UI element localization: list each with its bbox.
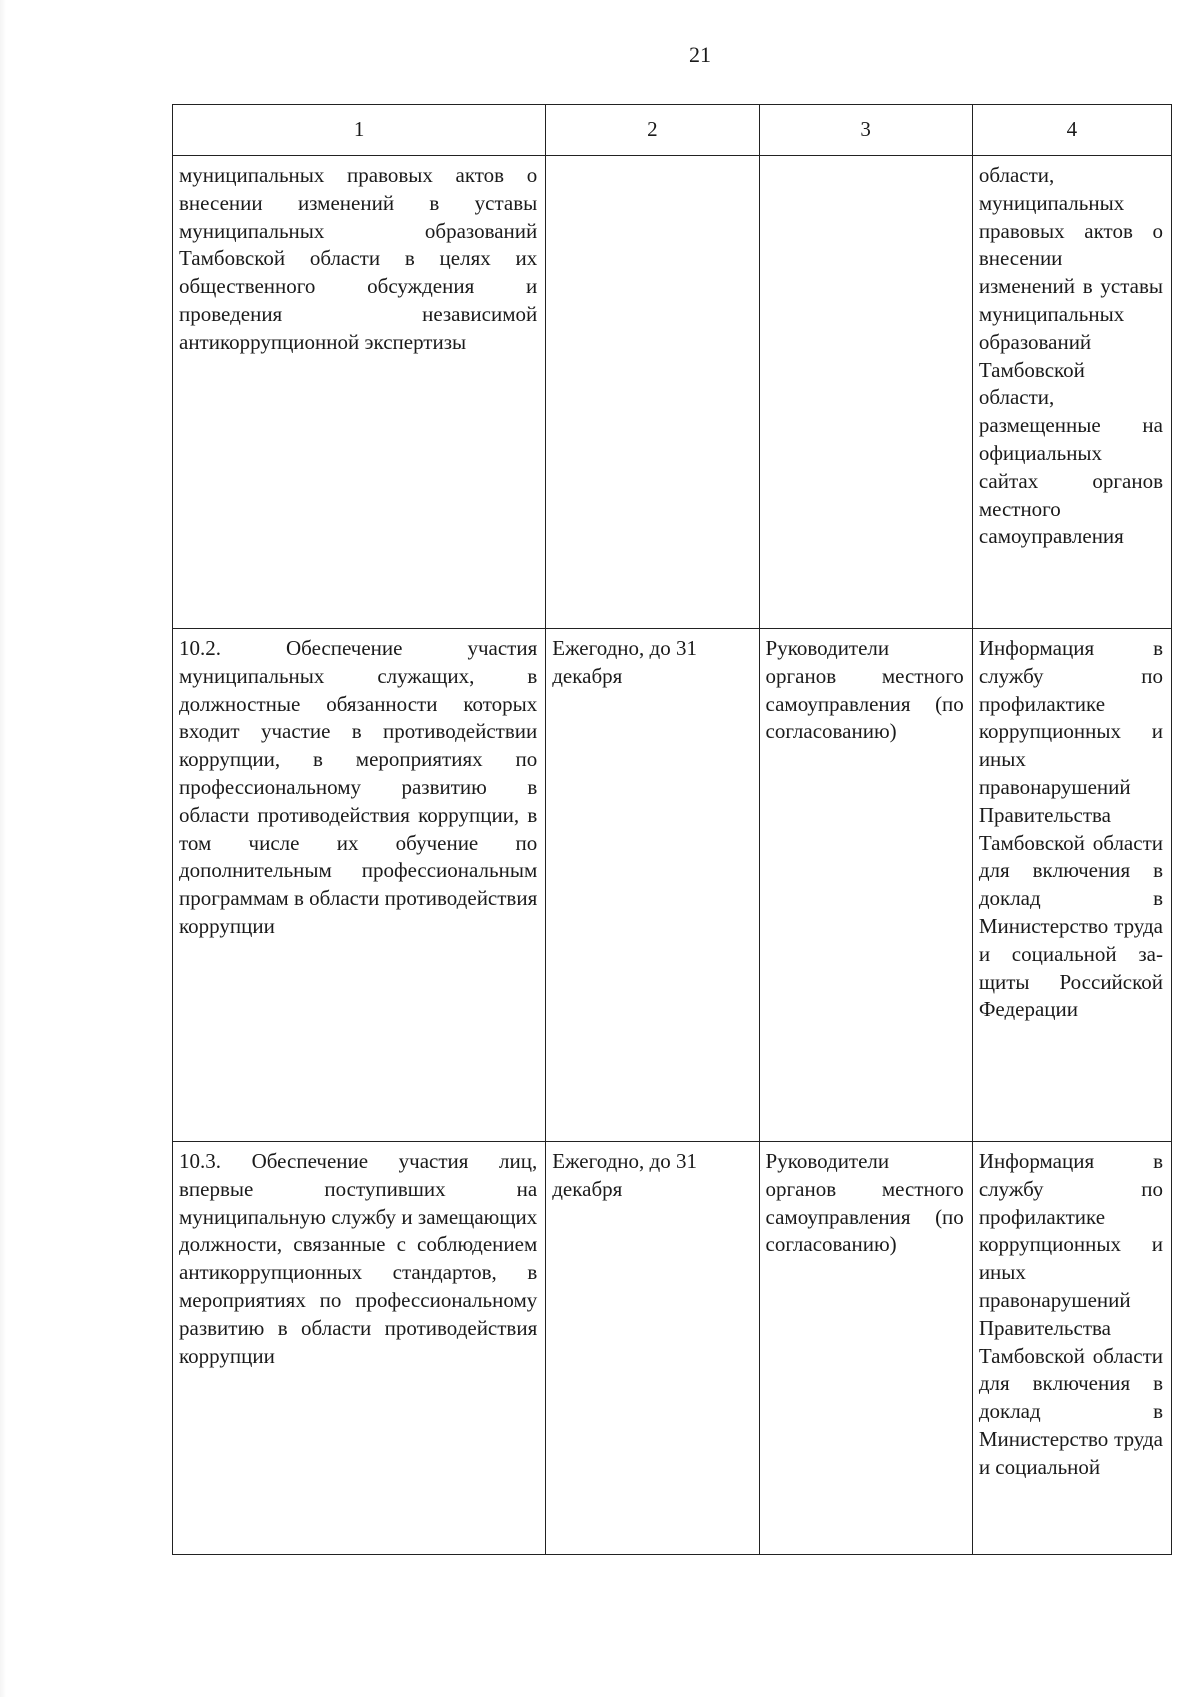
measure-description: [173, 1142, 546, 1555]
deadline: [546, 156, 759, 629]
result: [972, 1142, 1171, 1555]
responsible: [759, 1142, 972, 1555]
scan-edge: [0, 0, 6, 1697]
header-col-3: 3: [759, 105, 972, 156]
measure-description-text: муниципальных правовых актов о внесении изменений в уставы муниципальных образований Тамбовской области в целях их общественного обсуждения и проведения независимой антикоррупционной экспертизы: [179, 163, 538, 354]
measure-description-text: 10.2. Обеспечение участия муниципальных служащих, в должностные обязанности которых входит участие в противодействии коррупции, в мероприятиях по профессиональному развитию в области противодействия коррупции, в том числе их обучение по дополнительным профессиональным программам в области противодействия коррупции: [179, 636, 538, 938]
header-col-1: 1: [173, 105, 546, 156]
result-text: Информация в службу по профилактике коррупционных и иных правонарушений Правительства Тамбовской области для включения в доклад в Министерство труда и социальной: [978, 1149, 1163, 1479]
responsible-text: Руководители органов местного самоуправления (по согласованию): [765, 1149, 964, 1257]
result: [972, 629, 1171, 1142]
header-col-2: 2: [546, 105, 759, 156]
deadline-text: Ежегодно, до 31 декабря: [552, 1149, 697, 1201]
measure-description-text: 10.3. Обеспечение участия лиц, впервые поступивших на муниципальную службу и замещающих должности, связанные с соблюдением антикоррупционных стандартов, в мероприятиях по профессиональному развитию в области противодействия коррупции: [179, 1149, 538, 1368]
responsible: [759, 156, 972, 629]
deadline: [546, 1142, 759, 1555]
table-header-row: [173, 105, 1172, 156]
responsible: [759, 629, 972, 1142]
table-row: [173, 1142, 1172, 1555]
measure-description: [173, 156, 546, 629]
table-row: [173, 156, 1172, 629]
result-text: области, муниципальных правовых актов о внесении изменений в уставы муниципальных образований Тамбовской области, размещенные на официальных сайтах органов местного самоуправления: [978, 163, 1163, 549]
measure-description: [173, 629, 546, 1142]
deadline: [546, 629, 759, 1142]
result-text: Информация в службу по профилактике коррупционных и иных правонарушений Правительства Тамбовской области для включения в доклад в Министерство труда и социальной за-щиты Российской Федерации: [978, 636, 1163, 1022]
table-row: [173, 629, 1172, 1142]
responsible-text: Руководители органов местного самоуправления (по согласованию): [765, 636, 964, 744]
measures-table: [172, 104, 1172, 1555]
page-number: 21: [689, 42, 711, 67]
deadline-text: Ежегодно, до 31 декабря: [552, 636, 697, 688]
result: [972, 156, 1171, 629]
header-col-4: 4: [972, 105, 1171, 156]
